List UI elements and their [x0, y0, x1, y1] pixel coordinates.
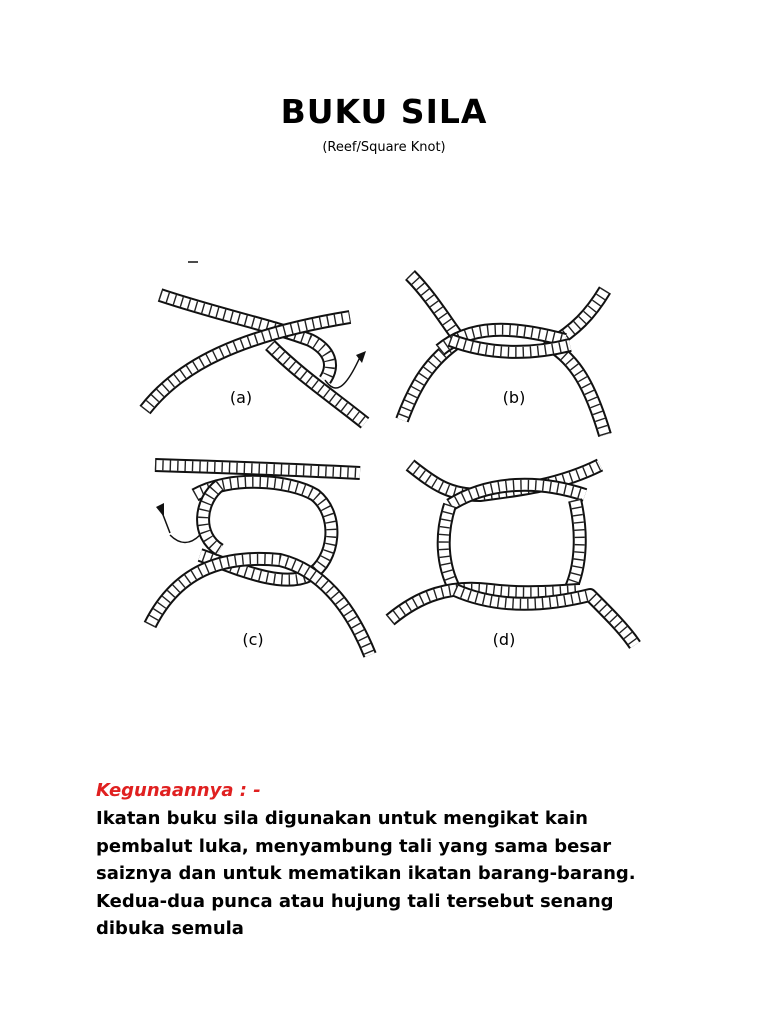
- page-subtitle: (Reef/Square Knot): [322, 140, 446, 155]
- knot-illustration: [120, 245, 660, 685]
- panel-c-arrow: [170, 535, 200, 543]
- panel-a-rope-lower: [270, 345, 365, 423]
- panel-b-knot: [440, 330, 570, 352]
- panel-d-top-rope: [410, 465, 600, 505]
- page-title: BUKU SILA: [280, 92, 488, 131]
- panel-b-label: (b): [502, 388, 526, 407]
- usage-description: Ikatan buku sila digunakan untuk mengikat kain pembalut luka, menyambung tali yang sama besar saiznya dan untuk mematikan ikatan barang-barang. Kedua-dua punca atau hujung tali tersebut senang dibuka semula: [96, 808, 636, 939]
- panel-b-rope-right: [550, 290, 605, 435]
- panel-c-rope-top: [155, 465, 360, 473]
- knot-steps-drawing: [120, 245, 660, 685]
- panel-c-label: (c): [242, 630, 264, 649]
- panel-d-label: (d): [492, 630, 516, 649]
- panel-d-sides: [444, 500, 580, 590]
- usage-heading: Kegunaannya : -: [96, 780, 261, 801]
- panel-a-label: (a): [229, 388, 253, 407]
